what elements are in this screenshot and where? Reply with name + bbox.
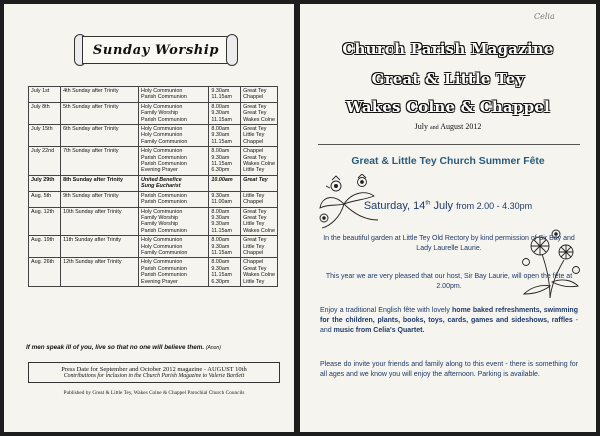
- schedule-service-line: Holy Communion: [140, 126, 183, 133]
- schedule-date: [29, 102, 61, 124]
- schedule-sunday: [61, 236, 139, 258]
- schedule-service-line: Holy Communion: [140, 88, 183, 94]
- schedule-place: [241, 207, 278, 236]
- schedule-service-line: Parish Communion: [140, 199, 187, 206]
- press-date-box: [28, 362, 280, 383]
- press-date-line: Press Date for September and October 2012 magazine - AUGUST 10th: [61, 366, 247, 373]
- schedule-place-line: [243, 183, 275, 189]
- schedule-place-line: Great Tey: [243, 176, 268, 183]
- schedule-date: [29, 175, 61, 191]
- schedule-date-line: July 22nd: [31, 148, 55, 155]
- publisher-line: Published by Great & Little Tey, Wakes Colne & Chappel Parochial Church Councils: [63, 390, 245, 396]
- schedule-place-line: Chappel: [243, 138, 264, 145]
- quote-text: If men speak ill of you, live so that no one will believe them.: [26, 344, 205, 351]
- host-paragraph: This year we are very pleased that our host, Sir Bay Laurie, will open the fête at 2.00pm.: [325, 273, 573, 290]
- schedule-date-line: July 15th: [31, 126, 53, 133]
- schedule-time-line: 11.15am: [211, 249, 232, 256]
- schedule-time: [209, 258, 241, 287]
- schedule-sunday-line: 8th Sunday after Trinity: [63, 176, 124, 183]
- schedule-service-line: Parish Communion: [140, 154, 187, 161]
- schedule-time-line: 11.15am: [211, 227, 232, 234]
- schedule-place-line: Chappel: [243, 94, 264, 101]
- schedule-time-line: 11.15am: [211, 272, 232, 279]
- schedule-sunday: [61, 147, 139, 176]
- schedule-row: [29, 191, 278, 207]
- schedule-service: [138, 102, 208, 124]
- schedule-date: [29, 87, 61, 103]
- schedule-time-line: 8.00am: [211, 237, 230, 244]
- schedule-time-line: 10.00am: [211, 176, 233, 183]
- schedule-date-line: Aug. 5th: [31, 192, 52, 199]
- schedule-service-line: Holy Communion: [140, 259, 183, 266]
- schedule-date: [29, 236, 61, 258]
- schedule-sunday-line: 9th Sunday after Trinity: [63, 192, 119, 199]
- schedule-time-line: 9.30am: [211, 192, 230, 199]
- schedule-place-line: Great Tey: [243, 237, 267, 244]
- schedule-time-line: 9.30am: [211, 132, 230, 139]
- left-page: [4, 4, 294, 432]
- scroll-curl-right: [226, 34, 238, 66]
- worship-schedule-table: [28, 86, 278, 287]
- schedule-place-line: Little Tey: [243, 192, 265, 199]
- schedule-time-line: 9.30am: [211, 154, 230, 161]
- schedule-service-line: United Benefice: [140, 176, 182, 183]
- fete-day: Saturday, 14: [363, 200, 426, 212]
- schedule-date-line: Aug. 12th: [31, 208, 55, 215]
- schedule-sunday: [61, 87, 139, 103]
- schedule-row: [29, 175, 278, 191]
- schedule-time-line: 6.30pm: [211, 167, 230, 174]
- schedule-place-line: Great Tey: [243, 126, 267, 133]
- banner-body: [82, 36, 230, 64]
- schedule-row: [29, 125, 278, 147]
- schedule-time-line: 9.30am: [211, 110, 230, 117]
- schedule-time-line: 11.15am: [211, 138, 232, 145]
- schedule-place-line: Chappel: [243, 148, 264, 155]
- schedule-service-line: Holy Communion: [140, 237, 183, 244]
- schedule-place-line: Great Tey: [243, 154, 267, 161]
- schedule-time-line: 9.30am: [211, 214, 230, 221]
- schedule-place: [241, 102, 278, 124]
- schedule-row: [29, 236, 278, 258]
- contributions-line: Contributions for inclusion in the Church Parish Magazine to Valerie Bartlett: [63, 373, 245, 379]
- schedule-service-line: Family Worship: [140, 110, 179, 117]
- schedule-service-line: Sung Eucharist: [140, 183, 181, 190]
- schedule-date: [29, 147, 61, 176]
- schedule-date-line: July 1st: [31, 88, 50, 94]
- schedule-service-line: Parish Communion: [140, 272, 187, 279]
- schedule-place-line: Great Tey: [243, 265, 267, 272]
- schedule-service-line: Holy Communion: [140, 132, 183, 139]
- fete-date: [300, 200, 596, 212]
- masthead-line-3: Wakes Colne & Chappel: [346, 98, 550, 116]
- schedule-row: [29, 258, 278, 287]
- quote-attribution: (Anon): [205, 345, 221, 351]
- schedule-time-line: 8.00am: [211, 148, 230, 155]
- issue-and: and: [429, 125, 439, 131]
- schedule-time-line: 9.30am: [211, 265, 230, 272]
- schedule-time-line: 11.00am: [211, 199, 232, 206]
- schedule-sunday: [61, 258, 139, 287]
- schedule-place: [241, 258, 278, 287]
- schedule-place-line: Wakes Colne: [243, 116, 275, 123]
- schedule-service: [138, 125, 208, 147]
- schedule-place-line: Little Tey: [243, 221, 265, 228]
- schedule-service: [138, 207, 208, 236]
- fete-month: July: [430, 200, 457, 212]
- activities-intro: Enjoy a traditional English fête with lovely: [320, 307, 453, 314]
- schedule-time-line: 9.30am: [211, 221, 230, 228]
- schedule-sunday-line: 12th Sunday after Trinity: [63, 259, 122, 266]
- schedule-place: [241, 87, 278, 103]
- masthead-line-2: Great & Little Tey: [371, 70, 525, 88]
- schedule-service-line: Holy Communion: [140, 243, 183, 250]
- schedule-place-line: Chappel: [243, 199, 264, 206]
- quote: [26, 344, 286, 351]
- schedule-place-line: Great Tey: [243, 208, 267, 215]
- schedule-date: [29, 125, 61, 147]
- schedule-time-line: 8.00am: [211, 208, 230, 215]
- schedule-service-line: Parish Communion: [140, 227, 187, 234]
- venue-paragraph: In the beautiful garden at Little Tey Old Rectory by kind permission of Sir Bay and Lady Laurelle Laurie.: [323, 235, 575, 252]
- schedule-service: [138, 175, 208, 191]
- schedule-time-line: 9.30am: [211, 243, 230, 250]
- schedule-place-line: Chappel: [243, 259, 264, 266]
- schedule-time-line: 8.00am: [211, 259, 230, 266]
- issue-month: July: [414, 122, 428, 131]
- schedule-date-line: Aug. 19th: [31, 237, 55, 244]
- schedule-service: [138, 191, 208, 207]
- schedule-date-line: Aug. 26th: [31, 259, 55, 266]
- schedule-service-line: Parish Communion: [140, 265, 187, 272]
- schedule-place-line: Little Tey: [243, 278, 265, 285]
- schedule-time-line: 9.30am: [211, 88, 230, 94]
- divider: [318, 144, 580, 145]
- schedule-place-line: Little Tey: [243, 132, 265, 139]
- schedule-date: [29, 207, 61, 236]
- schedule-service-line: Evening Prayer: [140, 278, 178, 285]
- schedule-place-line: Chappel: [243, 249, 264, 256]
- schedule-sunday: [61, 207, 139, 236]
- schedule-place-line: Great Tey: [243, 110, 267, 117]
- banner-title: Sunday Worship: [92, 42, 220, 58]
- schedule-time: [209, 207, 241, 236]
- schedule-time-line: 11.15am: [211, 116, 232, 123]
- schedule-date: [29, 191, 61, 207]
- schedule-place-line: Wakes Colne: [243, 161, 275, 168]
- issue-date: [300, 122, 596, 131]
- schedule-date-line: July 29th: [31, 176, 55, 183]
- handwritten-note: Celia: [534, 12, 555, 21]
- schedule-time-line: 11.15am: [211, 94, 232, 101]
- schedule-service-line: Family Worship: [140, 214, 179, 221]
- schedule-time: [209, 236, 241, 258]
- schedule-place: [241, 147, 278, 176]
- schedule-sunday-line: 4th Sunday after Trinity: [63, 88, 119, 94]
- schedule-service-line: Family Communion: [140, 138, 188, 145]
- fete-time: from 2.00 - 4.30pm: [456, 201, 533, 211]
- schedule-sunday-line: 11th Sunday after Trinity: [63, 237, 122, 244]
- schedule-row: [29, 102, 278, 124]
- schedule-service-line: Family Worship: [140, 221, 179, 228]
- masthead-line-1: Church Parish Magazine: [342, 40, 554, 58]
- schedule-service: [138, 87, 208, 103]
- schedule-service-line: Parish Communion: [140, 94, 187, 101]
- schedule-time-line: 8.00am: [211, 103, 230, 110]
- schedule-place-line: Great Tey: [243, 214, 267, 221]
- issue-rest: August 2012: [440, 122, 482, 131]
- schedule-place-line: Great Tey: [243, 88, 267, 94]
- schedule-row: [29, 147, 278, 176]
- schedule-sunday-line: 7th Sunday after Trinity: [63, 148, 119, 155]
- schedule-service-line: Holy Communion: [140, 148, 183, 155]
- schedule-place-line: Great Tey: [243, 103, 267, 110]
- schedule-service-line: Holy Communion: [140, 208, 183, 215]
- schedule-place-line: Wakes Colne: [243, 272, 275, 279]
- schedule-service: [138, 147, 208, 176]
- schedule-service-line: Family Communion: [140, 249, 188, 256]
- schedule-time: [209, 147, 241, 176]
- schedule-place: [241, 125, 278, 147]
- sunday-worship-banner: [72, 32, 240, 70]
- schedule-service: [138, 236, 208, 258]
- schedule-time-line: [211, 183, 238, 189]
- schedule-service-line: Parish Communion: [140, 116, 187, 123]
- schedule-service-line: Parish Communion: [140, 161, 187, 168]
- schedule-time-line: 6.30pm: [211, 278, 230, 285]
- schedule-row: [29, 207, 278, 236]
- schedule-place-line: Little Tey: [243, 243, 265, 250]
- schedule-time-line: 8.00am: [211, 126, 230, 133]
- invite-paragraph: Please do invite your friends and family along to this event - there is something for all ages and we know you will enjoy the afternoon. Parking is available.: [320, 361, 578, 378]
- schedule-date: [29, 258, 61, 287]
- schedule-service-line: Evening Prayer: [140, 167, 178, 174]
- schedule-sunday-line: 5th Sunday after Trinity: [63, 103, 119, 110]
- schedule-sunday-line: 6th Sunday after Trinity: [63, 126, 119, 133]
- schedule-sunday-line: 10th Sunday after Trinity: [63, 208, 122, 215]
- activities-paragraph: [320, 306, 578, 336]
- schedule-date-line: July 8th: [31, 103, 50, 110]
- schedule-row: [29, 87, 278, 103]
- schedule-place: [241, 191, 278, 207]
- fete-title: Great & Little Tey Church Summer Fête: [351, 156, 545, 167]
- schedule-sunday: [61, 175, 139, 191]
- schedule-service-line: Holy Communion: [140, 103, 183, 110]
- music-note: music from Celia's Quartet.: [333, 327, 425, 334]
- schedule-sunday: [61, 102, 139, 124]
- fete-day-suffix: th: [425, 200, 431, 207]
- schedule-time-line: 11.15am: [211, 161, 232, 168]
- schedule-place-line: Wakes Colne: [243, 227, 275, 234]
- schedule-place-line: Little Tey: [243, 167, 265, 174]
- activities-list: home baked refreshments, swimming for the children, plants, books, toys, cards, games and sideshows, raffles: [320, 307, 578, 324]
- schedule-service: [138, 258, 208, 287]
- schedule-sunday: [61, 125, 139, 147]
- right-page: [300, 4, 596, 432]
- schedule-time: [209, 175, 241, 191]
- activities-and: - and: [320, 317, 578, 334]
- schedule-place: [241, 236, 278, 258]
- schedule-time: [209, 191, 241, 207]
- schedule-time: [209, 125, 241, 147]
- schedule-time: [209, 102, 241, 124]
- schedule-sunday: [61, 191, 139, 207]
- schedule-service-line: Parish Communion: [140, 192, 187, 199]
- schedule-time: [209, 87, 241, 103]
- schedule-place: [241, 175, 278, 191]
